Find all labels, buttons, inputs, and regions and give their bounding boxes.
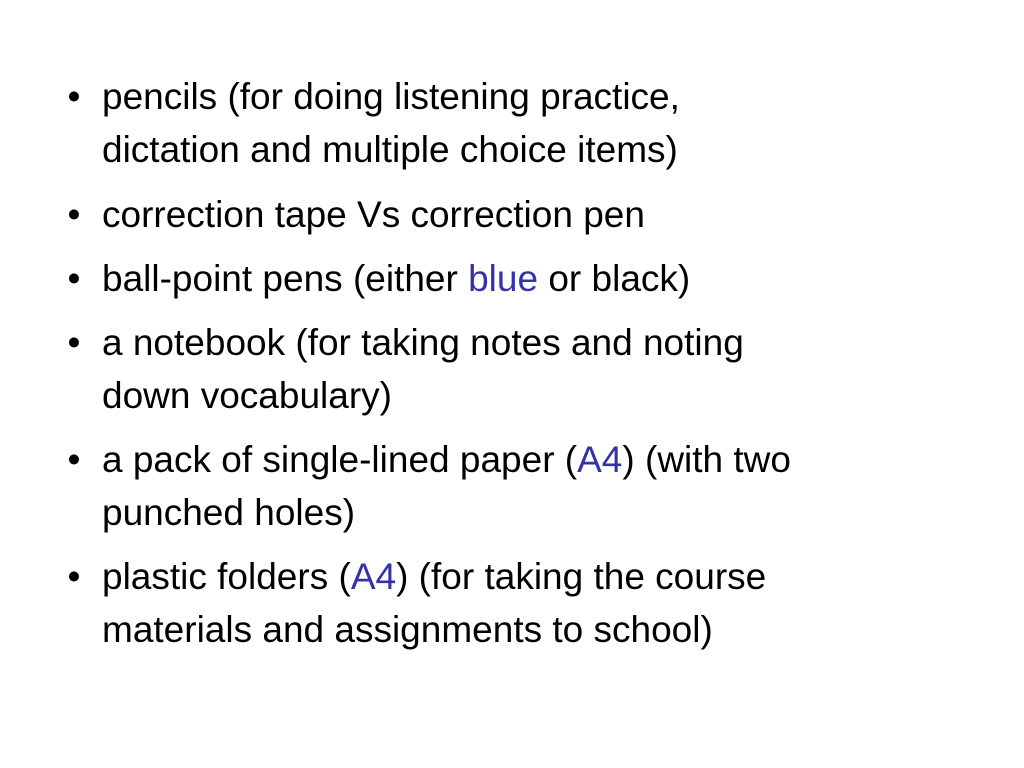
- bullet-list: [58, 70, 958, 667]
- bullet-icon: •: [67, 194, 81, 235]
- bullet-text-line-1: pencils (for doing listening practice,: [102, 76, 680, 117]
- bullet-icon: •: [67, 556, 81, 597]
- bullet-text-line-2: dictation and multiple choice items): [102, 129, 678, 170]
- bullet-text: correction tape Vs correction pen: [102, 194, 645, 235]
- bullet-icon: •: [67, 258, 81, 299]
- bullet-item-folders: [58, 550, 958, 656]
- bullet-icon: •: [67, 439, 81, 480]
- bullet-text-before: plastic folders (: [102, 556, 351, 597]
- highlight-a4: A4: [350, 556, 397, 597]
- bullet-item-paper: [58, 433, 958, 539]
- bullet-item-pencils: [58, 70, 958, 176]
- bullet-item-notebook: [58, 316, 958, 422]
- bullet-text: [102, 76, 680, 170]
- bullet-icon: •: [67, 76, 81, 117]
- bullet-text-line-2: punched holes): [102, 492, 356, 533]
- bullet-text-after: or black): [538, 258, 691, 299]
- bullet-text-before: ball-point pens (either: [102, 258, 469, 299]
- bullet-text: [102, 322, 744, 416]
- bullet-text-line-1: a notebook (for taking notes and noting: [102, 322, 744, 363]
- highlight-blue: blue: [468, 258, 539, 299]
- bullet-text-line-2: materials and assignments to school): [102, 609, 713, 650]
- highlight-a4: A4: [577, 439, 623, 480]
- bullet-item-pens: [58, 252, 958, 305]
- bullet-text-after: ) (for taking the course: [396, 556, 767, 597]
- bullet-text: [102, 258, 690, 299]
- bullet-text: [102, 439, 791, 533]
- bullet-item-correction: [58, 188, 958, 241]
- bullet-icon: •: [67, 322, 81, 363]
- bullet-text-after: ) (with two: [622, 439, 791, 480]
- bullet-text-line-2: down vocabulary): [102, 375, 392, 416]
- bullet-text: [102, 556, 766, 650]
- bullet-text-before: a pack of single-lined paper (: [102, 439, 578, 480]
